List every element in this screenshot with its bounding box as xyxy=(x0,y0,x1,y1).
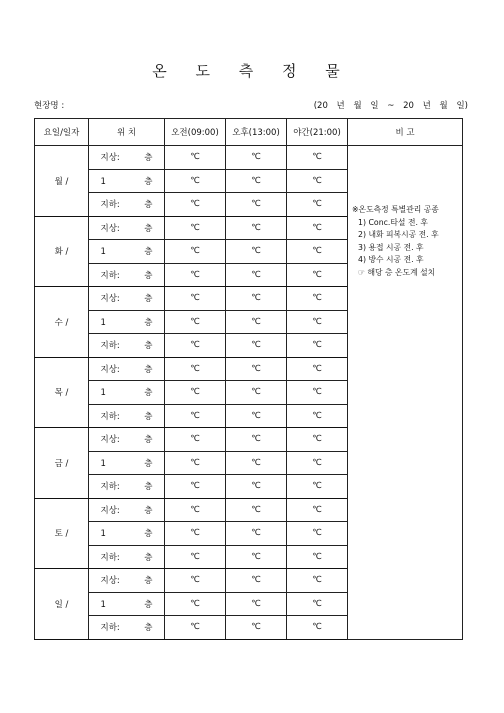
floor-unit: 층 xyxy=(144,458,153,469)
location-cell xyxy=(89,569,165,593)
day-cell: 일 / xyxy=(35,569,89,640)
temp-cell-night[interactable]: ℃ xyxy=(287,451,348,475)
temp-cell-morning[interactable]: ℃ xyxy=(165,357,226,381)
temp-cell-morning[interactable]: ℃ xyxy=(165,404,226,428)
floor-prefix: 지하: xyxy=(100,200,120,211)
temp-cell-night[interactable]: ℃ xyxy=(287,240,348,264)
temp-cell-afternoon[interactable]: ℃ xyxy=(226,263,287,287)
location-cell xyxy=(89,475,165,499)
location-cell xyxy=(89,146,165,170)
remarks-note-line: 2) 내화 피복시공 전. 후 xyxy=(358,230,439,239)
temp-cell-night[interactable]: ℃ xyxy=(287,146,348,170)
floor-prefix: 지하: xyxy=(100,341,120,352)
floor-unit: 층 xyxy=(144,411,153,422)
temp-cell-morning[interactable]: ℃ xyxy=(165,545,226,569)
temp-cell-afternoon[interactable]: ℃ xyxy=(226,193,287,217)
header-location: 위 치 xyxy=(89,119,165,146)
remarks-note-line: ※온도측정 특별관리 공종 xyxy=(352,205,439,214)
floor-prefix: 1 xyxy=(100,599,106,610)
floor-prefix: 1 xyxy=(100,317,106,328)
temp-cell-night[interactable]: ℃ xyxy=(287,381,348,405)
temp-cell-afternoon[interactable]: ℃ xyxy=(226,545,287,569)
floor-prefix: 1 xyxy=(100,458,106,469)
temp-cell-morning[interactable]: ℃ xyxy=(165,522,226,546)
temp-cell-afternoon[interactable]: ℃ xyxy=(226,357,287,381)
day-cell: 월 / xyxy=(35,146,89,217)
floor-unit: 층 xyxy=(144,482,153,493)
day-cell: 목 / xyxy=(35,357,89,428)
table-row xyxy=(35,146,463,170)
temp-cell-night[interactable]: ℃ xyxy=(287,334,348,358)
location-cell xyxy=(89,263,165,287)
floor-prefix: 지하: xyxy=(100,623,120,634)
floor-unit: 층 xyxy=(144,505,153,516)
location-cell xyxy=(89,216,165,240)
temp-cell-afternoon[interactable]: ℃ xyxy=(226,334,287,358)
floor-unit: 층 xyxy=(144,270,153,281)
temp-cell-morning[interactable]: ℃ xyxy=(165,592,226,616)
floor-unit: 층 xyxy=(144,317,153,328)
temp-cell-morning[interactable]: ℃ xyxy=(165,287,226,311)
temp-cell-afternoon[interactable]: ℃ xyxy=(226,287,287,311)
temp-cell-night[interactable]: ℃ xyxy=(287,428,348,452)
location-cell xyxy=(89,169,165,193)
temp-cell-night[interactable]: ℃ xyxy=(287,310,348,334)
temp-cell-night[interactable]: ℃ xyxy=(287,404,348,428)
floor-unit: 층 xyxy=(144,294,153,305)
temp-cell-night[interactable]: ℃ xyxy=(287,498,348,522)
location-cell xyxy=(89,592,165,616)
temp-cell-afternoon[interactable]: ℃ xyxy=(226,428,287,452)
temp-cell-night[interactable]: ℃ xyxy=(287,545,348,569)
location-cell xyxy=(89,310,165,334)
site-name-label: 현장명 : xyxy=(34,101,65,111)
header-day-date: 요일/일자 xyxy=(35,119,89,146)
temp-cell-morning[interactable]: ℃ xyxy=(165,498,226,522)
remarks-note-line: 4) 방수 시공 전. 후 xyxy=(358,255,424,264)
header-night: 야간(21:00) xyxy=(287,119,348,146)
floor-unit: 층 xyxy=(144,176,153,187)
floor-unit: 층 xyxy=(144,200,153,211)
temp-cell-afternoon[interactable]: ℃ xyxy=(226,310,287,334)
location-cell xyxy=(89,498,165,522)
temp-cell-morning[interactable]: ℃ xyxy=(165,240,226,264)
temp-cell-night[interactable]: ℃ xyxy=(287,569,348,593)
temp-cell-afternoon[interactable]: ℃ xyxy=(226,616,287,640)
floor-prefix: 지상: xyxy=(100,505,120,516)
floor-unit: 층 xyxy=(144,599,153,610)
temp-cell-morning[interactable]: ℃ xyxy=(165,381,226,405)
floor-unit: 층 xyxy=(144,247,153,258)
temp-cell-morning[interactable]: ℃ xyxy=(165,428,226,452)
temp-cell-night[interactable]: ℃ xyxy=(287,287,348,311)
floor-prefix: 1 xyxy=(100,247,106,258)
location-cell xyxy=(89,428,165,452)
location-cell xyxy=(89,357,165,381)
day-cell: 화 / xyxy=(35,216,89,287)
floor-prefix: 지상: xyxy=(100,294,120,305)
temp-cell-morning[interactable]: ℃ xyxy=(165,616,226,640)
floor-prefix: 1 xyxy=(100,388,106,399)
floor-unit: 층 xyxy=(144,576,153,587)
floor-unit: 층 xyxy=(144,153,153,164)
temp-cell-night[interactable]: ℃ xyxy=(287,522,348,546)
remarks-note-line: ☞ 해당 층 온도계 설치 xyxy=(358,267,436,277)
temp-cell-morning[interactable]: ℃ xyxy=(165,193,226,217)
floor-unit: 층 xyxy=(144,623,153,634)
floor-prefix: 1 xyxy=(100,176,106,187)
floor-prefix: 지상: xyxy=(100,435,120,446)
floor-unit: 층 xyxy=(144,435,153,446)
temp-cell-afternoon[interactable]: ℃ xyxy=(226,451,287,475)
temp-cell-morning[interactable]: ℃ xyxy=(165,569,226,593)
temp-cell-night[interactable]: ℃ xyxy=(287,616,348,640)
temp-cell-night[interactable]: ℃ xyxy=(287,169,348,193)
temp-cell-night[interactable]: ℃ xyxy=(287,592,348,616)
temp-cell-afternoon[interactable]: ℃ xyxy=(226,169,287,193)
remarks-cell xyxy=(348,146,463,640)
location-cell xyxy=(89,334,165,358)
floor-prefix: 지하: xyxy=(100,270,120,281)
location-cell xyxy=(89,287,165,311)
temp-cell-morning[interactable]: ℃ xyxy=(165,475,226,499)
temp-cell-afternoon[interactable]: ℃ xyxy=(226,381,287,405)
temp-cell-afternoon[interactable]: ℃ xyxy=(226,475,287,499)
temp-cell-night[interactable]: ℃ xyxy=(287,193,348,217)
location-cell xyxy=(89,522,165,546)
floor-unit: 층 xyxy=(144,388,153,399)
temp-cell-night[interactable]: ℃ xyxy=(287,263,348,287)
floor-unit: 층 xyxy=(144,223,153,234)
remarks-notes xyxy=(352,204,439,279)
floor-unit: 층 xyxy=(144,552,153,563)
header-remarks: 비 고 xyxy=(348,119,463,146)
location-cell xyxy=(89,404,165,428)
floor-unit: 층 xyxy=(144,341,153,352)
temp-cell-morning[interactable]: ℃ xyxy=(165,263,226,287)
floor-prefix: 지하: xyxy=(100,482,120,493)
temp-cell-morning[interactable]: ℃ xyxy=(165,169,226,193)
remarks-note-line: 3) 용접 시공 전. 후 xyxy=(358,242,424,252)
temp-cell-morning[interactable]: ℃ xyxy=(165,146,226,170)
temp-cell-afternoon[interactable]: ℃ xyxy=(226,146,287,170)
temp-cell-morning[interactable]: ℃ xyxy=(165,334,226,358)
location-cell xyxy=(89,545,165,569)
floor-unit: 층 xyxy=(144,529,153,540)
floor-unit: 층 xyxy=(144,364,153,375)
temp-cell-morning[interactable]: ℃ xyxy=(165,451,226,475)
day-cell: 금 / xyxy=(35,428,89,499)
location-cell xyxy=(89,381,165,405)
floor-prefix: 지하: xyxy=(100,411,120,422)
period-range: (20 년 월 일 ~ 20 년 월 일) xyxy=(313,101,468,111)
floor-prefix: 지상: xyxy=(100,223,120,234)
temp-cell-night[interactable]: ℃ xyxy=(287,475,348,499)
floor-prefix: 1 xyxy=(100,529,106,540)
temp-cell-afternoon[interactable]: ℃ xyxy=(226,522,287,546)
temp-cell-morning[interactable]: ℃ xyxy=(165,216,226,240)
temp-cell-afternoon[interactable]: ℃ xyxy=(226,569,287,593)
temp-cell-night[interactable]: ℃ xyxy=(287,357,348,381)
location-cell xyxy=(89,193,165,217)
temperature-log-table xyxy=(34,118,463,640)
temp-cell-morning[interactable]: ℃ xyxy=(165,310,226,334)
temp-cell-afternoon[interactable]: ℃ xyxy=(226,240,287,264)
day-cell: 토 / xyxy=(35,498,89,569)
document-title: 온 도 측 정 물 xyxy=(152,62,352,80)
header-afternoon: 오후(13:00) xyxy=(226,119,287,146)
floor-prefix: 지상: xyxy=(100,576,120,587)
location-cell xyxy=(89,240,165,264)
floor-prefix: 지상: xyxy=(100,364,120,375)
temp-cell-afternoon[interactable]: ℃ xyxy=(226,498,287,522)
location-cell xyxy=(89,451,165,475)
remarks-note-line: 1) Conc.타설 전. 후 xyxy=(358,217,428,227)
temp-cell-afternoon[interactable]: ℃ xyxy=(226,216,287,240)
temp-cell-night[interactable]: ℃ xyxy=(287,216,348,240)
header-row xyxy=(35,119,463,146)
header-morning: 오전(09:00) xyxy=(165,119,226,146)
day-cell: 수 / xyxy=(35,287,89,358)
temp-cell-afternoon[interactable]: ℃ xyxy=(226,592,287,616)
location-cell xyxy=(89,616,165,640)
floor-prefix: 지상: xyxy=(100,153,120,164)
temp-cell-afternoon[interactable]: ℃ xyxy=(226,404,287,428)
floor-prefix: 지하: xyxy=(100,552,120,563)
